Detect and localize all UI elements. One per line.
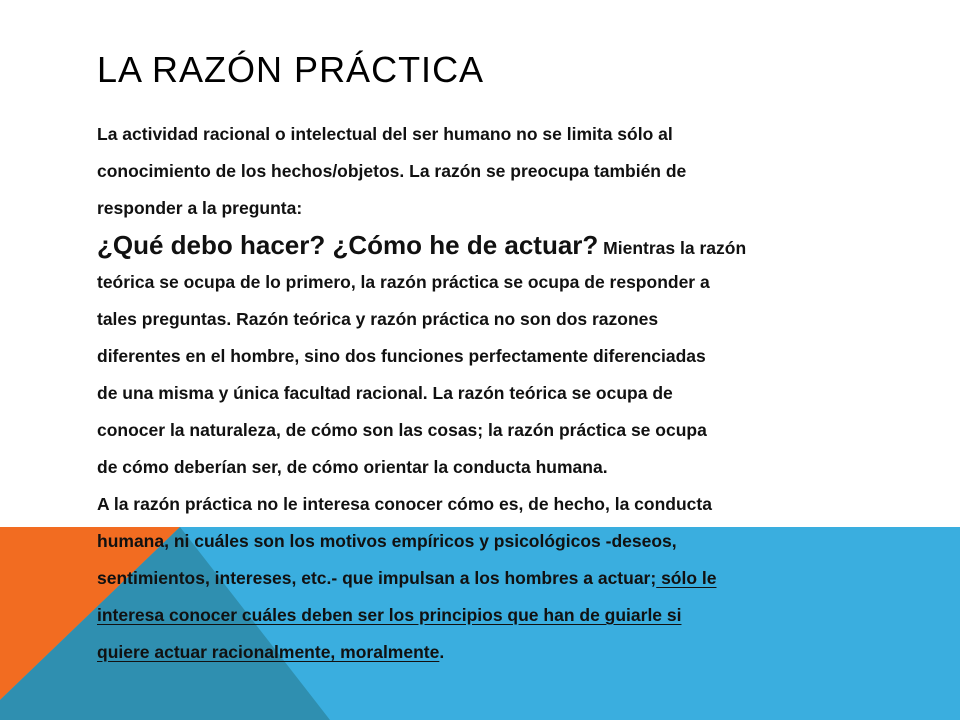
slide-title: LA RAZÓN PRÁCTICA bbox=[97, 49, 485, 90]
body-line bbox=[97, 560, 867, 597]
body-line bbox=[97, 634, 867, 671]
body-line: teórica se ocupa de lo primero, la razón práctica se ocupa de responder a bbox=[97, 272, 710, 292]
body-line: conocer la naturaleza, de cómo son las cosas; la razón práctica se ocupa bbox=[97, 420, 707, 440]
emphasis-underlined-line: interesa conocer cuáles deben ser los principios que han de guiarle si bbox=[97, 605, 682, 625]
body-line: A la razón práctica no le interesa conocer cómo es, de hecho, la conducta bbox=[97, 494, 712, 514]
emphasis-underlined: sólo le bbox=[656, 568, 717, 588]
body-line: de una misma y única facultad racional. La razón teórica se ocupa de bbox=[97, 383, 673, 403]
body-line: humana, ni cuáles son los motivos empíricos y psicológicos -deseos, bbox=[97, 531, 677, 551]
body-line: diferentes en el hombre, sino dos funciones perfectamente diferenciadas bbox=[97, 346, 706, 366]
emphasis-underlined: quiere actuar racionalmente, moralmente bbox=[97, 642, 440, 662]
body-line: La actividad racional o intelectual del ser humano no se limita sólo al bbox=[97, 124, 673, 144]
body-line-question bbox=[97, 227, 867, 264]
body-text: Mientras la razón bbox=[598, 238, 747, 258]
body-line: tales preguntas. Razón teórica y razón práctica no son dos razones bbox=[97, 309, 659, 329]
key-question: ¿Qué debo hacer? ¿Cómo he de actuar? bbox=[97, 230, 599, 260]
body-text: sentimientos, intereses, etc.- que impulsan a los hombres a actuar; bbox=[97, 568, 657, 588]
body-line: conocimiento de los hechos/objetos. La razón se preocupa también de bbox=[97, 161, 687, 181]
body-line: responder a la pregunta: bbox=[97, 198, 303, 218]
slide-body bbox=[97, 116, 867, 671]
body-line: de cómo deberían ser, de cómo orientar la conducta humana. bbox=[97, 457, 608, 477]
body-text: . bbox=[439, 642, 445, 662]
